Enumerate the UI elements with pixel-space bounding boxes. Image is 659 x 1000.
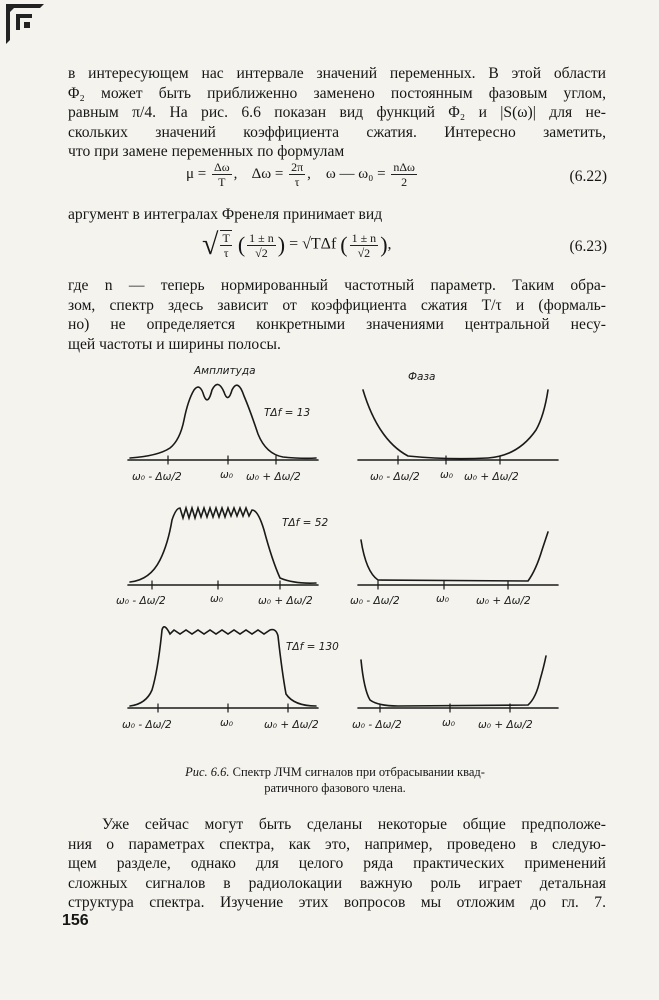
param-label-3: TΔf = 130 <box>286 641 339 653</box>
text-line: что при замене переменных по формулам <box>68 143 345 161</box>
eq-dw-lhs: Δω = <box>251 165 284 182</box>
equation-number: (6.23) <box>569 238 607 255</box>
tick-label: ω₀ - Δω/2 <box>132 471 182 483</box>
tick-label: ω₀ - Δω/2 <box>122 719 172 731</box>
eq-w-num: nΔω <box>393 160 415 174</box>
tick-label: ω₀ - Δω/2 <box>352 719 402 731</box>
eq-in-num: 1 ± n <box>249 230 274 245</box>
tick-label: ω₀ <box>442 717 456 729</box>
text-line: сложных сигналов в радиолокации важную роль играет детальная <box>68 874 606 892</box>
text-line: в интересующем нас интервале значений переменных. В этой области <box>68 65 606 82</box>
text-line: зом, спектр здесь зависит от коэффициента сжатия T/τ и (формаль- <box>68 296 606 314</box>
text-line: Φ₂ может быть приближенно заменено постоянным фазовым углом, <box>68 84 606 102</box>
eq-dw-num: 2π <box>291 160 304 174</box>
caption-line1: Спектр ЛЧМ сигналов при отбрасывании квад- <box>232 765 485 779</box>
paragraph-intro <box>68 64 606 162</box>
paragraph-fresnel <box>68 205 606 225</box>
eq-mu-lhs: μ = <box>186 165 207 182</box>
text-line: скольких значений коэффициента сжатия. Интересно заметить, <box>68 123 606 141</box>
eq-mu-num: Δω <box>214 160 230 174</box>
text-line: структура спектра. Изучение этих вопросов мы отложим до гл. 7. <box>68 894 606 912</box>
text-line: но) не определяется конкретными значениями центральной несу- <box>68 316 606 334</box>
text-line: аргумент в интегралах Френеля принимает вид <box>68 206 383 223</box>
caption-label: Рис. 6.6. <box>185 765 230 779</box>
text-line: равным π/4. На рис. 6.6 показан вид функций Φ₂ и |S(ω)| для не- <box>68 104 606 122</box>
amp-curve-1 <box>130 384 316 458</box>
eq-rad-num: T <box>222 231 230 245</box>
corner-ornament <box>6 4 44 44</box>
tick-label: ω₀ - Δω/2 <box>116 595 166 607</box>
tick-label: ω₀ <box>220 469 234 481</box>
tick-label: ω₀ + Δω/2 <box>476 595 531 607</box>
phase-label: Фаза <box>408 371 436 383</box>
text-line: где n — теперь нормированный частотный параметр. Таким обра- <box>68 277 606 294</box>
eq-w-den: 2 <box>401 175 408 189</box>
eq-tail: , <box>387 235 392 253</box>
equation-number: (6.22) <box>569 168 607 185</box>
phase-curve-1 <box>363 390 548 459</box>
eq-sign: = <box>289 235 299 253</box>
tick-label: ω₀ <box>440 469 454 481</box>
tick-label: ω₀ + Δω/2 <box>478 719 533 731</box>
eq-in2-den: √2 <box>357 245 371 260</box>
phase-curve-2 <box>361 532 548 581</box>
tick-label: ω₀ <box>220 717 234 729</box>
equation-6-22: μ = $\frac{\Delta\omega}{T}$ , Δω = $\frac{2\pi}{\tau}$ , ω — ω₀ = $\frac{\text{nΔω}}{2}$ <box>186 160 415 189</box>
paragraph-normalized <box>68 276 606 354</box>
eq-in2-num: 1 ± n <box>351 230 377 245</box>
text-line: щем разделе, однако для целого ряда практических применений <box>68 855 606 873</box>
param-label-1: TΔf = 13 <box>264 407 311 419</box>
eq-in-den: √2 <box>255 245 268 260</box>
text-line: ния о параметрах спектра, как это, например, проведено в следую- <box>68 835 606 853</box>
tick-label: ω₀ + Δω/2 <box>464 471 519 483</box>
tick-label: ω₀ <box>210 593 224 605</box>
phase-curve-3 <box>361 656 546 706</box>
tick-label: ω₀ - Δω/2 <box>350 595 400 607</box>
paragraph-conclusion <box>68 815 606 913</box>
tick-label: ω₀ + Δω/2 <box>246 471 301 483</box>
equation-6-23: √ $\frac{T}{\tau}$ ( $\frac{1 \pm n}{√2}$ ) = √TΔf ( $\frac{1 \pm n}{√2}$ ), <box>202 228 392 261</box>
eq-mu-den: T <box>218 175 226 189</box>
text-line: щей частоты и ширины полосы. <box>68 335 281 353</box>
amp-curve-3 <box>130 627 316 706</box>
param-label-2: TΔf = 52 <box>282 517 329 529</box>
eq-w-lhs: ω — ω₀ = <box>325 165 386 182</box>
tick-label: ω₀ + Δω/2 <box>264 719 319 731</box>
eq-dw-den: τ <box>294 175 300 189</box>
figure-6-6 <box>108 360 578 760</box>
text-line: Уже сейчас могут быть сделаны некоторые общие предположе- <box>102 816 606 833</box>
eq-rad-den: τ <box>223 246 229 260</box>
caption-line2: ратичного фазового члена. <box>264 781 406 795</box>
figure-caption <box>120 764 550 796</box>
tick-label: ω₀ - Δω/2 <box>370 471 420 483</box>
tick-label: ω₀ + Δω/2 <box>258 595 313 607</box>
eq-sqrt-tdf: √TΔf <box>302 235 337 253</box>
page-number: 156 <box>62 912 89 929</box>
amplitude-label: Амплитуда <box>194 365 256 377</box>
tick-label: ω₀ <box>436 593 450 605</box>
